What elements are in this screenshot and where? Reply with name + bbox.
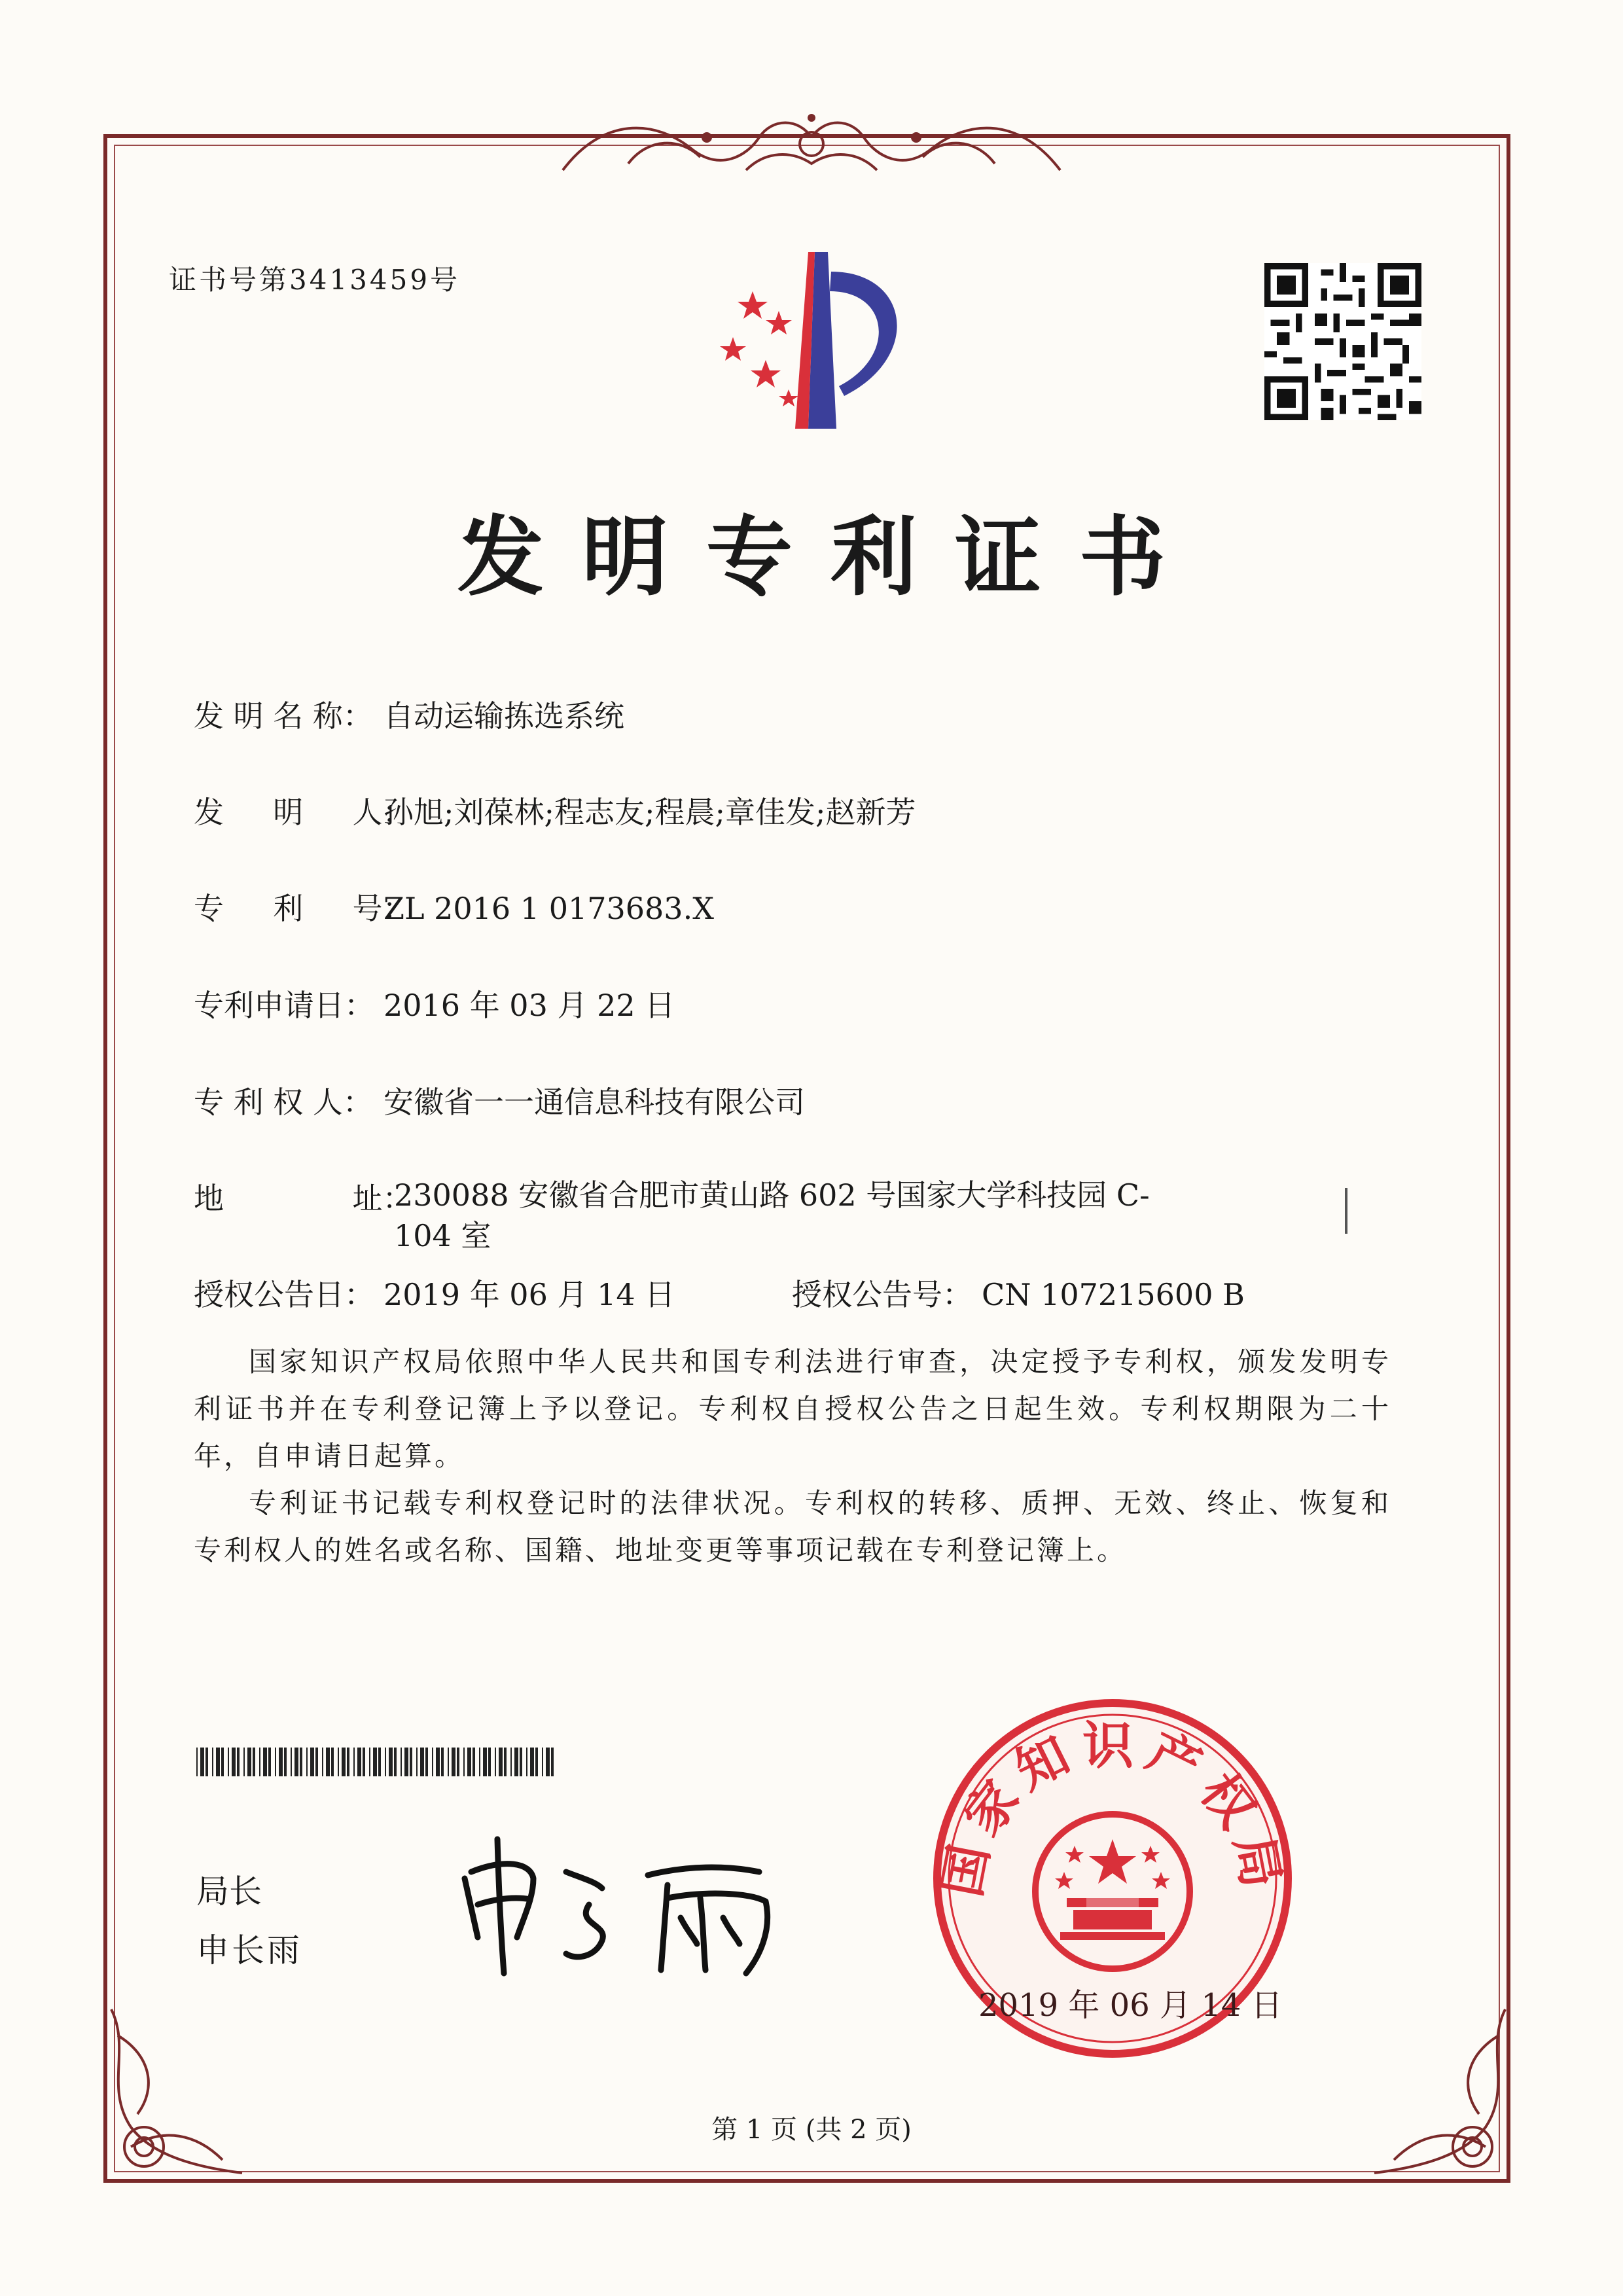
field-value: 孙旭;刘葆林;程志友;程晨;章佳发;赵新芳	[383, 795, 916, 830]
field-value: CN 107215600 B	[982, 1277, 1245, 1312]
field-label: 授权公告日：	[194, 1277, 374, 1312]
field-value: 自动运输拣选系统	[383, 698, 624, 734]
field-address	[194, 1175, 413, 1218]
signer-name: 申长雨	[196, 1931, 302, 1969]
body-paragraph: 专利证书记载专利权登记时的法律状况。专利权的转移、质押、无效、终止、恢复和专利权人的姓名或名称、国籍、地址变更等事项记载在专利登记簿上。	[194, 1487, 1391, 1566]
field-grant-date	[194, 1271, 675, 1314]
field-label: 专 利 权 人：	[194, 1085, 373, 1120]
body-paragraph: 国家知识产权局依照中华人民共和国专利法进行审查，决定授予专利权，颁发发明专利证书并在专利登记簿上予以登记。专利权自授权公告之日起生效。专利权期限为二十年，自申请日起算。	[194, 1346, 1391, 1472]
qr-code-icon	[1264, 263, 1421, 420]
address-value: 230088 安徽省合肥市黄山路 602 号国家大学科技园 C-104 室	[394, 1177, 1150, 1253]
certificate-number: 证书号第3413459号	[169, 264, 461, 296]
barcode-icon	[196, 1748, 556, 1776]
bottom-right-ornament-icon	[1355, 1996, 1525, 2193]
field-value: 2016 年 03 月 22 日	[383, 988, 675, 1023]
field-patentee	[194, 1079, 805, 1122]
field-inventors	[194, 789, 916, 832]
signer-title: 局长	[196, 1873, 262, 1910]
field-patent-number	[194, 885, 714, 928]
svg-text:国家知识产权局: 国家知识产权局	[933, 1717, 1293, 1902]
field-value: 2019 年 06 月 14 日	[383, 1277, 675, 1312]
field-value: 安徽省一一通信息科技有限公司	[383, 1085, 805, 1120]
field-label: 专利申请日：	[194, 988, 374, 1023]
patent-office-logo-icon	[674, 245, 936, 442]
certificate-body	[194, 1338, 1391, 1574]
signature-icon	[452, 1826, 805, 1983]
field-label: 发 明 人：	[194, 795, 413, 830]
field-label: 授权公告号：	[792, 1277, 972, 1312]
field-invention-name	[194, 692, 624, 736]
field-application-date	[194, 982, 675, 1025]
field-label: 地 址：	[194, 1181, 413, 1216]
field-value: ZL 2016 1 0173683.X	[383, 891, 714, 926]
field-label: 专 利 号：	[194, 891, 413, 926]
certificate-title: 发明专利证书	[457, 507, 1204, 608]
field-grant-pub-number	[792, 1271, 1245, 1314]
page-number: 第 1 页 (共 2 页)	[711, 2115, 912, 2145]
top-ornament-icon	[550, 92, 1073, 183]
field-label: 发 明 名 称：	[194, 698, 373, 734]
seal-date: 2019 年 06 月 14 日	[978, 1987, 1283, 2024]
bottom-left-ornament-icon	[92, 1996, 262, 2193]
scan-mark	[1345, 1188, 1347, 1234]
